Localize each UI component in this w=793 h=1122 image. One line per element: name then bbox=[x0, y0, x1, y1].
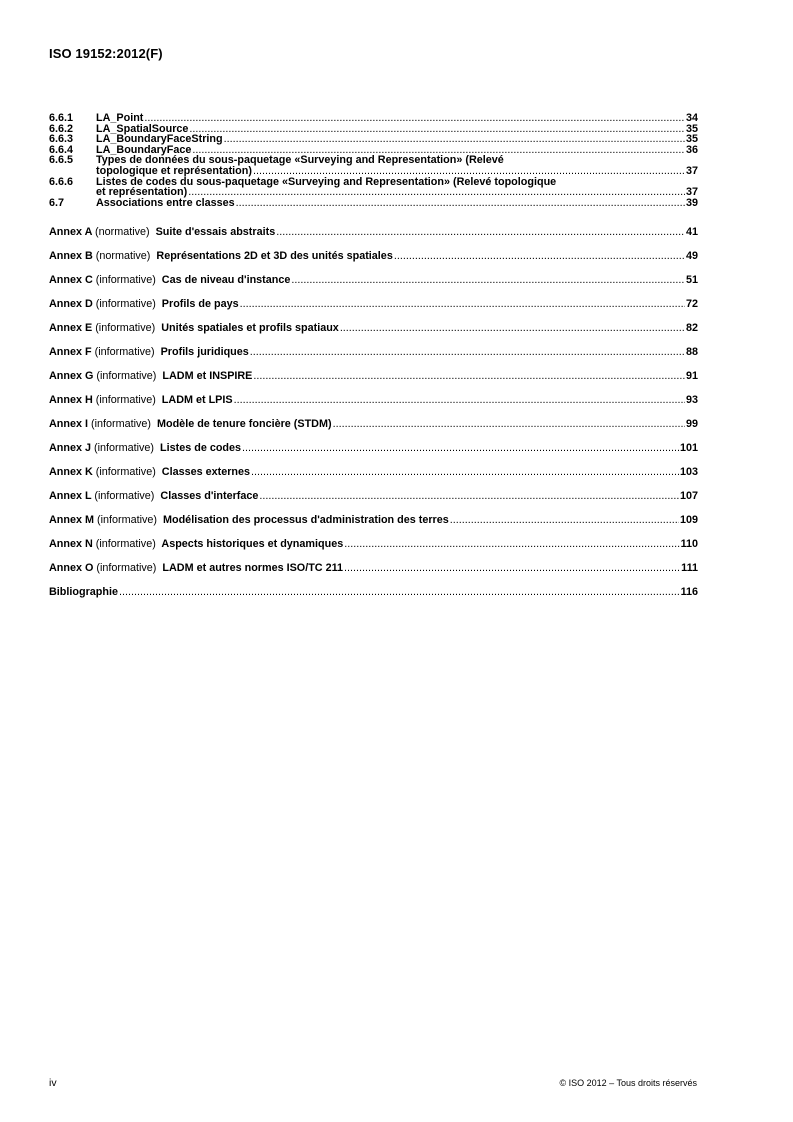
annex-kind: (normative) bbox=[95, 250, 151, 263]
dot-leader bbox=[144, 113, 685, 124]
annex-kind: (informative) bbox=[97, 514, 157, 527]
toc-entry-page: 37 bbox=[685, 186, 698, 199]
annex-page: 99 bbox=[685, 418, 698, 431]
page-header-standard: ISO 19152:2012(F) bbox=[49, 46, 163, 61]
annex-kind: (informative) bbox=[96, 370, 157, 383]
annex-kind: (informative) bbox=[94, 442, 155, 455]
annex-title: Classes d'interface bbox=[160, 490, 259, 503]
dot-leader bbox=[253, 166, 685, 177]
dot-leader bbox=[234, 394, 685, 406]
page-number: iv bbox=[49, 1077, 57, 1089]
annex-kind: (normative) bbox=[95, 226, 150, 239]
annex-title: Aspects historiques et dynamiques bbox=[161, 538, 344, 551]
annex-label: Annex A bbox=[49, 226, 92, 239]
toc-annex-b[interactable] bbox=[49, 250, 698, 262]
annex-page: 110 bbox=[680, 538, 698, 551]
annex-kind: (informative) bbox=[91, 418, 151, 431]
toc-entry-page: 36 bbox=[685, 143, 698, 156]
toc-entry-title: LA_BoundaryFace bbox=[96, 143, 192, 156]
toc-entry-title: LA_BoundaryFaceString bbox=[96, 133, 223, 146]
bibliography-page: 116 bbox=[680, 586, 698, 599]
toc-entry-page: 35 bbox=[685, 133, 698, 146]
toc-entry-number: 6.6.3 bbox=[49, 133, 74, 146]
toc-entry-6-6-6[interactable] bbox=[49, 177, 698, 198]
annex-title: Unités spatiales et profils spatiaux bbox=[161, 322, 339, 335]
dot-leader bbox=[333, 418, 685, 430]
toc-entry-page: 35 bbox=[685, 122, 698, 135]
annex-title: LADM et autres normes ISO/TC 211 bbox=[162, 562, 344, 575]
toc-annex-j[interactable] bbox=[49, 442, 698, 454]
toc-entry-page: 37 bbox=[685, 164, 698, 177]
toc-entry-title: Associations entre classes bbox=[96, 196, 235, 209]
dot-leader bbox=[344, 538, 679, 550]
annex-kind: (informative) bbox=[95, 274, 156, 287]
annex-page: 103 bbox=[679, 466, 698, 479]
toc-annex-g[interactable] bbox=[49, 370, 698, 382]
toc-annex-n[interactable] bbox=[49, 538, 698, 550]
annex-page: 93 bbox=[685, 394, 698, 407]
toc-annex-f[interactable] bbox=[49, 346, 698, 358]
annex-kind: (informative) bbox=[95, 538, 156, 551]
annex-page: 82 bbox=[685, 322, 698, 335]
toc-entry-number: 6.6.5 bbox=[49, 154, 74, 167]
annex-label: Annex M bbox=[49, 514, 94, 527]
dot-leader bbox=[240, 298, 685, 310]
dot-leader bbox=[450, 514, 679, 526]
toc-annex-k[interactable] bbox=[49, 466, 698, 478]
dot-leader bbox=[394, 250, 685, 262]
dot-leader bbox=[276, 226, 685, 238]
dot-leader bbox=[251, 466, 679, 478]
dot-leader bbox=[189, 124, 685, 135]
annex-kind: (informative) bbox=[94, 346, 155, 359]
dot-leader bbox=[242, 442, 679, 454]
annex-page: 101 bbox=[679, 442, 698, 455]
annex-title: Suite d'essais abstraits bbox=[155, 226, 276, 239]
annex-label: Annex J bbox=[49, 442, 92, 455]
annex-label: Annex H bbox=[49, 394, 93, 407]
annex-kind: (informative) bbox=[94, 490, 155, 503]
toc-annex-d[interactable] bbox=[49, 298, 698, 310]
annex-title: Cas de niveau d'instance bbox=[161, 274, 291, 287]
annex-page: 111 bbox=[681, 562, 698, 575]
toc-entry-page: 39 bbox=[685, 196, 698, 209]
annex-title: Modélisation des processus d'administration des terres bbox=[163, 514, 449, 527]
dot-leader bbox=[259, 490, 679, 502]
toc-entry-number: 6.6.6 bbox=[49, 175, 74, 188]
toc-entry-number: 6.6.2 bbox=[49, 122, 74, 135]
toc-entry-6-7[interactable] bbox=[49, 198, 698, 209]
annex-label: Annex N bbox=[49, 538, 93, 551]
toc-annex-o[interactable] bbox=[49, 562, 698, 574]
annex-page: 109 bbox=[679, 514, 698, 527]
annex-title: Profils juridiques bbox=[160, 346, 249, 359]
dot-leader bbox=[224, 134, 685, 145]
dot-leader bbox=[253, 370, 685, 382]
annex-label: Annex K bbox=[49, 466, 93, 479]
bibliography-title: Bibliographie bbox=[49, 586, 118, 599]
annex-page: 51 bbox=[685, 274, 698, 287]
annex-title: Listes de codes bbox=[160, 442, 242, 455]
toc-entry-6-6-5[interactable] bbox=[49, 155, 698, 176]
dot-leader bbox=[119, 586, 680, 598]
toc-entry-number: 6.6.1 bbox=[49, 112, 74, 124]
annex-label: Annex G bbox=[49, 370, 94, 383]
toc-entry-page: 34 bbox=[685, 112, 698, 124]
toc-annex-l[interactable] bbox=[49, 490, 698, 502]
toc-entry-title-line2: et représentation) bbox=[96, 186, 188, 199]
annex-title: Représentations 2D et 3D des unités spatiales bbox=[156, 250, 393, 263]
annex-title: LADM et LPIS bbox=[161, 394, 233, 407]
annex-page: 49 bbox=[685, 250, 698, 263]
dot-leader bbox=[344, 562, 680, 574]
annex-label: Annex E bbox=[49, 322, 93, 335]
toc-annex-i[interactable] bbox=[49, 418, 698, 430]
annex-label: Annex D bbox=[49, 298, 93, 311]
table-of-contents bbox=[49, 113, 698, 598]
toc-annex-h[interactable] bbox=[49, 394, 698, 406]
annex-title: LADM et INSPIRE bbox=[162, 370, 253, 383]
toc-bibliography[interactable] bbox=[49, 586, 698, 598]
annex-label: Annex F bbox=[49, 346, 92, 359]
toc-entry-number: 6.7 bbox=[49, 196, 65, 209]
annex-kind: (informative) bbox=[95, 298, 156, 311]
toc-entry-number: 6.6.4 bbox=[49, 143, 74, 156]
annex-title: Modèle de tenure foncière (STDM) bbox=[157, 418, 332, 431]
annex-kind: (informative) bbox=[96, 562, 157, 575]
toc-entry-title: LA_Point bbox=[96, 112, 144, 124]
annex-page: 72 bbox=[685, 298, 698, 311]
annex-label: Annex C bbox=[49, 274, 93, 287]
annex-label: Annex I bbox=[49, 418, 88, 431]
annex-label: Annex O bbox=[49, 562, 94, 575]
toc-entry-title-line2: topologique et représentation) bbox=[96, 164, 252, 177]
annex-label: Annex B bbox=[49, 250, 93, 263]
annex-page: 91 bbox=[685, 370, 698, 383]
annex-page: 107 bbox=[679, 490, 698, 503]
annex-kind: (informative) bbox=[95, 394, 156, 407]
annex-title: Classes externes bbox=[161, 466, 251, 479]
dot-leader bbox=[250, 346, 685, 358]
toc-entry-title: LA_SpatialSource bbox=[96, 122, 189, 135]
toc-annex-e[interactable] bbox=[49, 322, 698, 334]
annex-title: Profils de pays bbox=[161, 298, 239, 311]
copyright-notice: © ISO 2012 – Tous droits réservés bbox=[559, 1078, 697, 1088]
toc-entry-6-6-1[interactable] bbox=[49, 113, 698, 124]
toc-entry-title-line1: Listes de codes du sous-paquetage «Surveying and Representation» (Relevé topologique bbox=[96, 175, 557, 188]
annex-label: Annex L bbox=[49, 490, 92, 503]
annex-page: 88 bbox=[685, 346, 698, 359]
toc-annex-m[interactable] bbox=[49, 514, 698, 526]
toc-annex-c[interactable] bbox=[49, 274, 698, 286]
dot-leader bbox=[340, 322, 685, 334]
toc-annex-a[interactable] bbox=[49, 226, 698, 238]
toc-entry-title-line1: Types de données du sous-paquetage «Surveying and Representation» (Relevé bbox=[96, 154, 504, 167]
annex-kind: (informative) bbox=[95, 322, 156, 335]
dot-leader bbox=[236, 198, 685, 209]
annex-kind: (informative) bbox=[95, 466, 156, 479]
dot-leader bbox=[188, 187, 685, 198]
dot-leader bbox=[291, 274, 685, 286]
annex-page: 41 bbox=[685, 226, 698, 239]
